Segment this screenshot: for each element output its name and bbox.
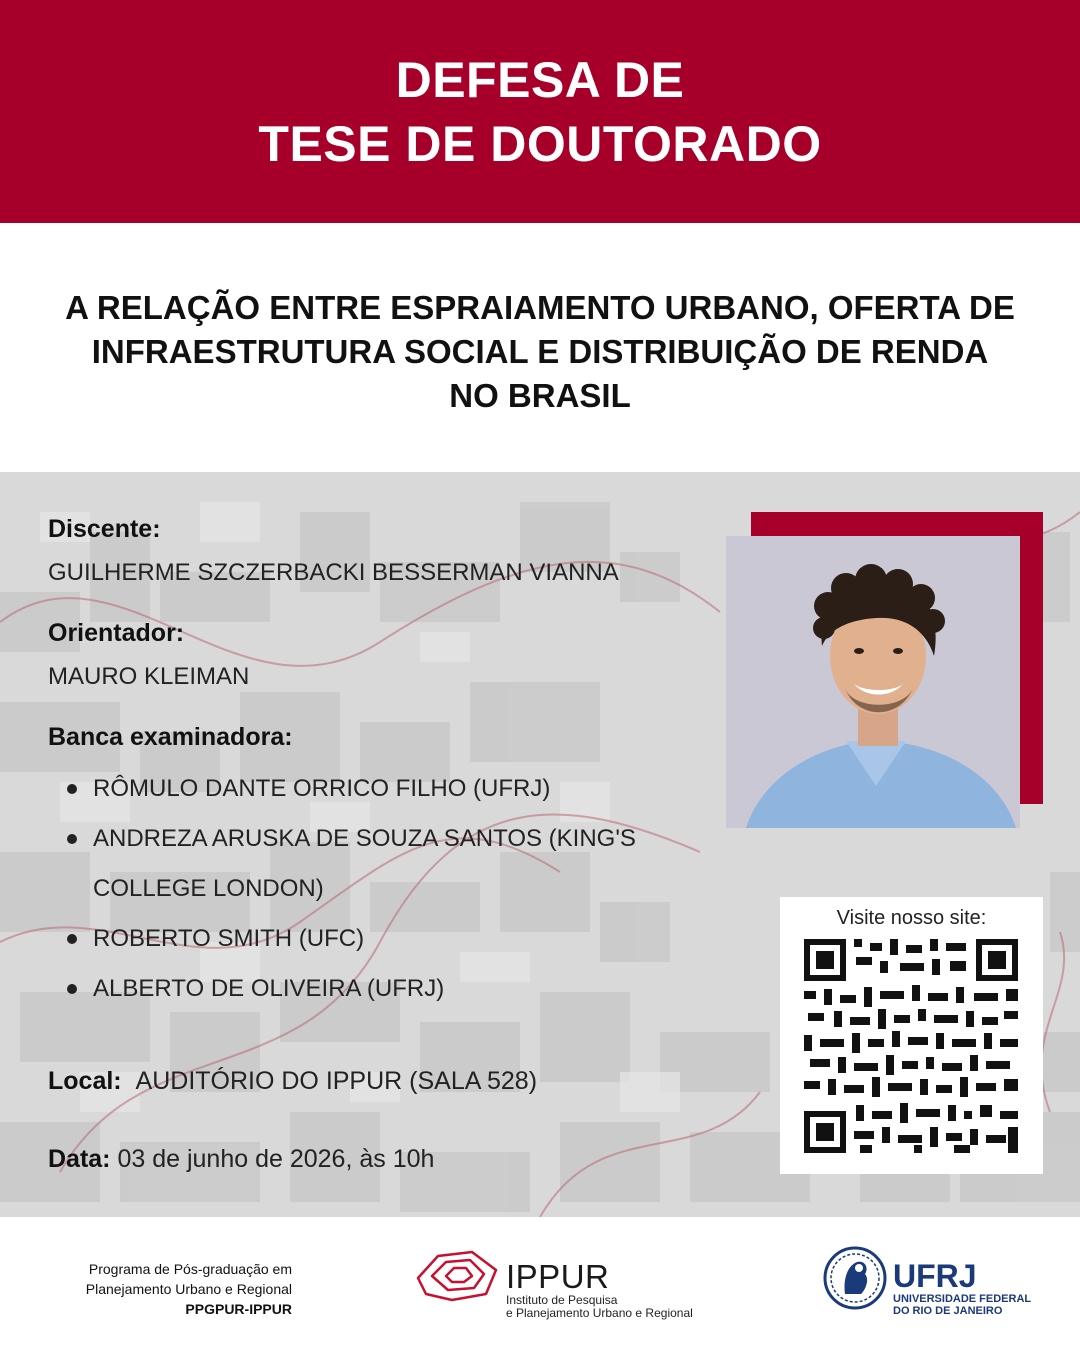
student-label: Discente: <box>48 515 161 543</box>
board-member-continuation <box>48 864 698 914</box>
thesis-title <box>40 286 1040 418</box>
board-member-name: ROBERTO SMITH (UFC) <box>93 925 365 952</box>
board-member <box>48 764 698 814</box>
location-label: Local: <box>48 1067 122 1095</box>
thesis-title-line2: INFRAESTRUTURA SOCIAL E DISTRIBUIÇÃO DE RENDA <box>91 333 989 370</box>
thesis-title-line1: A RELAÇÃO ENTRE ESPRAIAMENTO URBANO, OFERTA DE <box>65 289 1015 326</box>
student-block <box>48 512 698 590</box>
ufrj-seal-icon <box>823 1240 887 1316</box>
date-label: Data: <box>48 1145 111 1173</box>
ippur-subtitle-line1: Instituto de Pesquisa <box>506 1293 618 1307</box>
bullet-icon <box>67 834 77 844</box>
ufrj-subtitle-line1: UNIVERSIDADE FEDERAL <box>893 1293 1032 1305</box>
thesis-title-line3: NO BRASIL <box>449 377 631 414</box>
program-info <box>60 1259 292 1319</box>
date-line <box>48 1142 434 1176</box>
info-panel <box>48 512 698 1040</box>
program-line2: Planejamento Urbano e Regional <box>85 1281 292 1297</box>
ufrj-subtitle <box>893 1293 1031 1317</box>
qr-card <box>780 897 1043 1174</box>
portrait-illustration <box>726 536 1020 828</box>
location-value: AUDITÓRIO DO IPPUR (SALA 528) <box>135 1067 538 1095</box>
advisor-name: MAURO KLEIMAN <box>48 663 250 690</box>
board-member-name: ALBERTO DE OLIVEIRA (UFRJ) <box>93 975 445 1002</box>
board-member-name: RÔMULO DANTE ORRICO FILHO (UFRJ) <box>93 775 551 802</box>
board-member-name: COLLEGE LONDON) <box>93 875 324 902</box>
header-title-line1: DEFESA DE <box>395 51 685 108</box>
header-banner <box>0 0 1080 223</box>
bullet-icon <box>67 934 77 944</box>
board-member <box>48 814 698 864</box>
board-block <box>48 720 698 1014</box>
advisor-block <box>48 616 698 694</box>
bullet-icon <box>67 784 77 794</box>
date-value: 03 de junho de 2026, às 10h <box>117 1145 435 1173</box>
qr-label: Visite nosso site: <box>836 907 987 929</box>
student-photo <box>726 536 1020 828</box>
board-member <box>48 964 698 1014</box>
board-member-name: ANDREZA ARUSKA DE SOUZA SANTOS (KING'S <box>93 825 636 852</box>
ippur-logo-icon <box>412 1248 500 1304</box>
qr-code-icon[interactable] <box>804 939 1018 1153</box>
advisor-label: Orientador: <box>48 619 185 647</box>
student-name: GUILHERME SZCZERBACKI BESSERMAN VIANNA <box>48 559 619 586</box>
program-acronym: PPGPUR-IPPUR <box>185 1301 292 1317</box>
board-member <box>48 914 698 964</box>
ippur-name: IPPUR <box>506 1258 610 1295</box>
header-title-line2: TESE DE DOUTORADO <box>258 115 822 172</box>
ufrj-name: UFRJ <box>893 1258 977 1294</box>
location-line <box>48 1064 537 1098</box>
ufrj-subtitle-line2: DO RIO DE JANEIRO <box>893 1305 1003 1317</box>
program-line1: Programa de Pós-graduação em <box>88 1261 292 1277</box>
board-list <box>48 764 698 1014</box>
bullet-icon <box>67 984 77 994</box>
board-label: Banca examinadora: <box>48 723 293 751</box>
ippur-subtitle <box>506 1294 693 1320</box>
ippur-subtitle-line2: e Planejamento Urbano e Regional <box>506 1306 693 1320</box>
